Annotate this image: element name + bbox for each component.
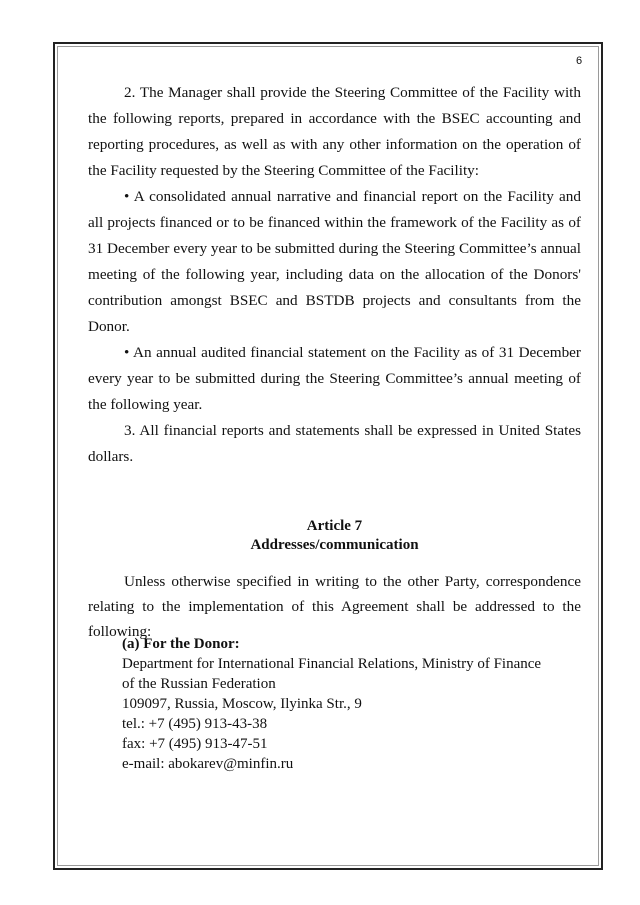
document-body — [88, 80, 581, 644]
donor-federation: of the Russian Federation — [122, 676, 276, 692]
donor-department: Department for International Financial Relations, Ministry of Finance — [122, 656, 542, 672]
article-title: Addresses/communication — [250, 537, 419, 553]
donor-tel: tel.: +7 (495) 913-43-38 — [122, 716, 268, 732]
paragraph-currency: 3. All financial reports and statements shall be expressed in United States dollars. — [88, 422, 581, 465]
donor-email: e-mail: abokarev@minfin.ru — [122, 756, 294, 772]
donor-address: 109097, Russia, Moscow, Ilyinka Str., 9 — [122, 696, 362, 712]
spacer — [88, 470, 581, 517]
donor-address-block — [122, 634, 541, 774]
bullet-annual-report: • A consolidated annual narrative and financial report on the Facility and all projects financed or to be financed within the framework of the Facility as of 31 December every year to be submitted during the Steering Committee’s annual meeting of the following year, including data on the allocation of the Donors' contribution amongst BSEC and BSTDB projects and consultants from the Donor. — [88, 188, 581, 335]
paragraph-communication: Unless otherwise specified in writing to the other Party, correspondence relating to the implementation of this Agreement shall be addressed to the following: — [88, 573, 581, 640]
article-number: Article 7 — [306, 518, 363, 534]
paragraph-reports: 2. The Manager shall provide the Steering Committee of the Facility with the following reports, prepared in accordance with the BSEC accounting and reporting procedures, as well as with any other information on the operation of the Facility requested by the Steering Committee of the Facility: — [88, 84, 581, 179]
spacer — [88, 555, 581, 569]
donor-heading: (a) For the Donor: — [122, 636, 240, 652]
bullet-audited-statement: • An annual audited financial statement on the Facility as of 31 December every year to be submitted during the Steering Committee’s annual meeting of the following year. — [88, 344, 581, 413]
donor-fax: fax: +7 (495) 913-47-51 — [122, 736, 268, 752]
page-number: 6 — [576, 55, 583, 67]
